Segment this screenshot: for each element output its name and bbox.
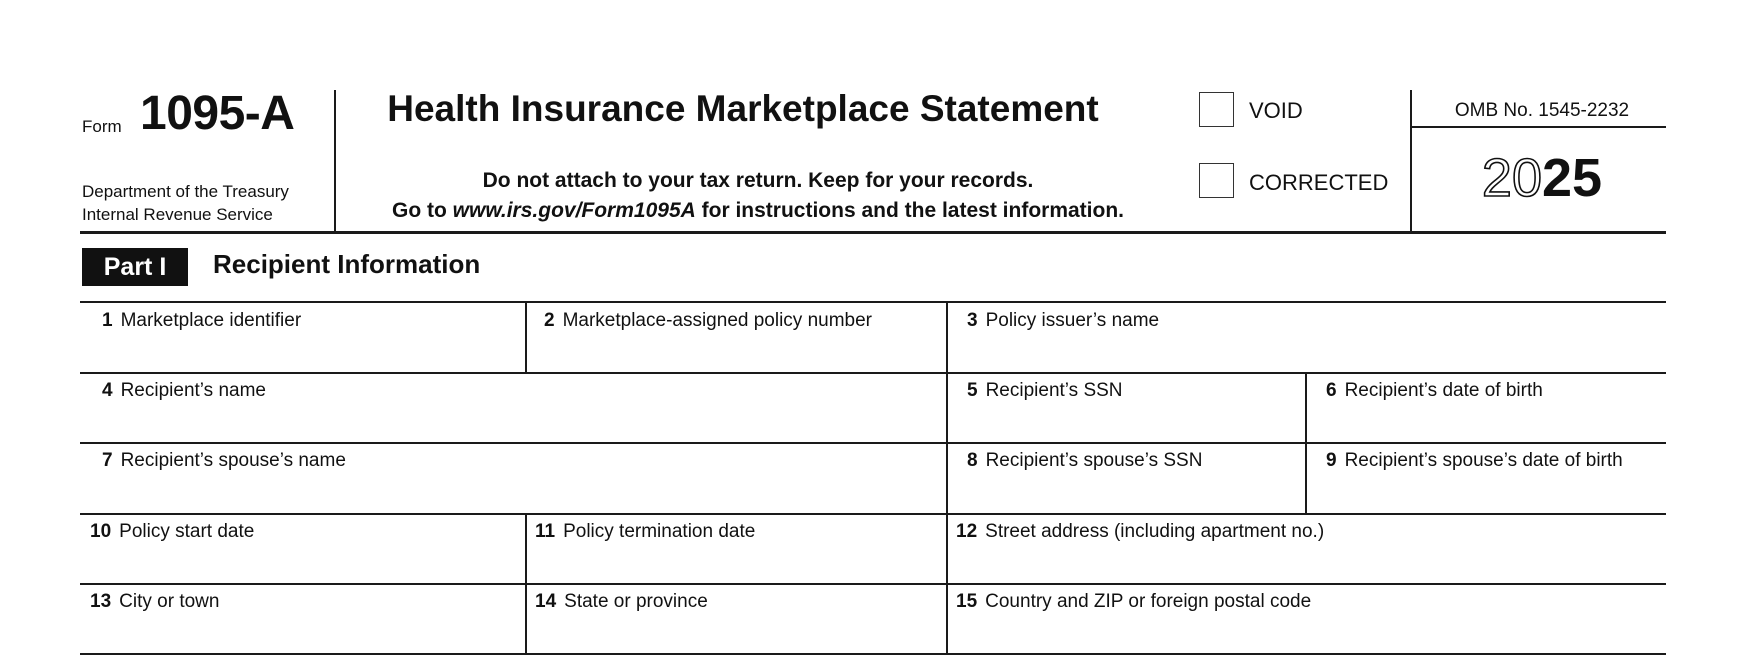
row-rule-1 xyxy=(80,372,1666,374)
field-12-number: 12 xyxy=(956,521,978,542)
field-8[interactable] xyxy=(967,450,1202,472)
field-15-number: 15 xyxy=(956,591,978,612)
field-2-label: Marketplace-assigned policy number xyxy=(562,310,873,331)
field-4[interactable] xyxy=(102,380,266,402)
row-rule-3 xyxy=(80,513,1666,515)
field-12-label: Street address (including apartment no.) xyxy=(985,521,1325,542)
header-bottom-rule xyxy=(80,231,1666,234)
year-outline: 20 xyxy=(1481,148,1542,208)
field-9[interactable] xyxy=(1326,450,1623,472)
field-14[interactable] xyxy=(535,591,708,613)
field-8-number: 8 xyxy=(967,450,978,471)
field-10-label: Policy start date xyxy=(119,521,255,542)
form-word: Form xyxy=(82,117,122,136)
col-rule-r4r5 xyxy=(525,513,527,654)
field-13-number: 13 xyxy=(90,591,112,612)
part-title: Recipient Information xyxy=(213,249,481,279)
agency-name: Internal Revenue Service xyxy=(82,205,273,224)
field-7-number: 7 xyxy=(102,450,113,471)
form-number: 1095-A xyxy=(140,87,295,140)
field-6[interactable] xyxy=(1326,380,1543,402)
instruction-line-2 xyxy=(338,196,1178,226)
field-6-number: 6 xyxy=(1326,380,1337,401)
field-6-label: Recipient’s date of birth xyxy=(1344,380,1543,401)
field-10[interactable] xyxy=(90,521,254,543)
field-3-label: Policy issuer’s name xyxy=(985,310,1160,331)
header-divider-left xyxy=(334,90,336,232)
col-rule-r2r3 xyxy=(1305,372,1307,513)
field-8-label: Recipient’s spouse’s SSN xyxy=(985,450,1203,471)
part-badge: Part I xyxy=(82,248,188,286)
field-5-label: Recipient’s SSN xyxy=(985,380,1123,401)
void-label: VOID xyxy=(1249,98,1303,123)
field-15[interactable] xyxy=(956,591,1311,613)
department-name: Department of the Treasury xyxy=(82,182,289,201)
field-11-number: 11 xyxy=(535,521,556,542)
field-1-number: 1 xyxy=(102,310,113,331)
omb-underline xyxy=(1411,126,1666,128)
form-title: Health Insurance Marketplace Statement xyxy=(387,88,1099,129)
field-11[interactable] xyxy=(535,521,755,543)
field-5-number: 5 xyxy=(967,380,978,401)
instruction-suffix: for instructions and the latest information. xyxy=(695,199,1124,222)
field-2-number: 2 xyxy=(544,310,555,331)
field-15-label: Country and ZIP or foreign postal code xyxy=(985,591,1312,612)
field-3-number: 3 xyxy=(967,310,978,331)
instruction-line-1: Do not attach to your tax return. Keep for your records. xyxy=(482,169,1034,192)
field-10-number: 10 xyxy=(90,521,112,542)
instructions xyxy=(338,166,1178,226)
field-5[interactable] xyxy=(967,380,1123,402)
field-7[interactable] xyxy=(102,450,346,472)
field-1-label: Marketplace identifier xyxy=(120,310,302,331)
field-4-label: Recipient’s name xyxy=(120,380,266,401)
field-14-number: 14 xyxy=(535,591,557,612)
row-rule-4 xyxy=(80,583,1666,585)
field-14-label: State or province xyxy=(564,591,708,612)
field-9-label: Recipient’s spouse’s date of birth xyxy=(1344,450,1623,471)
field-2[interactable] xyxy=(544,310,872,332)
row-rule-bottom xyxy=(80,653,1666,655)
omb-number: OMB No. 1545-2232 xyxy=(1454,100,1630,121)
department-block xyxy=(82,180,289,226)
col-rule-r1a xyxy=(525,302,527,373)
tax-year xyxy=(1412,148,1672,208)
instruction-url[interactable]: www.irs.gov/Form1095A xyxy=(452,199,696,222)
field-4-number: 4 xyxy=(102,380,113,401)
field-13[interactable] xyxy=(90,591,219,613)
field-13-label: City or town xyxy=(119,591,220,612)
field-3[interactable] xyxy=(967,310,1159,332)
row-rule-2 xyxy=(80,442,1666,444)
year-solid: 25 xyxy=(1542,148,1603,208)
field-9-number: 9 xyxy=(1326,450,1337,471)
row-rule-top xyxy=(80,301,1666,303)
field-11-label: Policy termination date xyxy=(563,521,756,542)
corrected-label: CORRECTED xyxy=(1249,170,1389,195)
instruction-prefix: Go to xyxy=(392,199,453,222)
field-7-label: Recipient’s spouse’s name xyxy=(120,450,346,471)
void-checkbox[interactable] xyxy=(1199,92,1234,127)
field-1[interactable] xyxy=(102,310,301,332)
col-rule-main xyxy=(946,302,948,654)
corrected-checkbox[interactable] xyxy=(1199,163,1234,198)
field-12[interactable] xyxy=(956,521,1324,543)
